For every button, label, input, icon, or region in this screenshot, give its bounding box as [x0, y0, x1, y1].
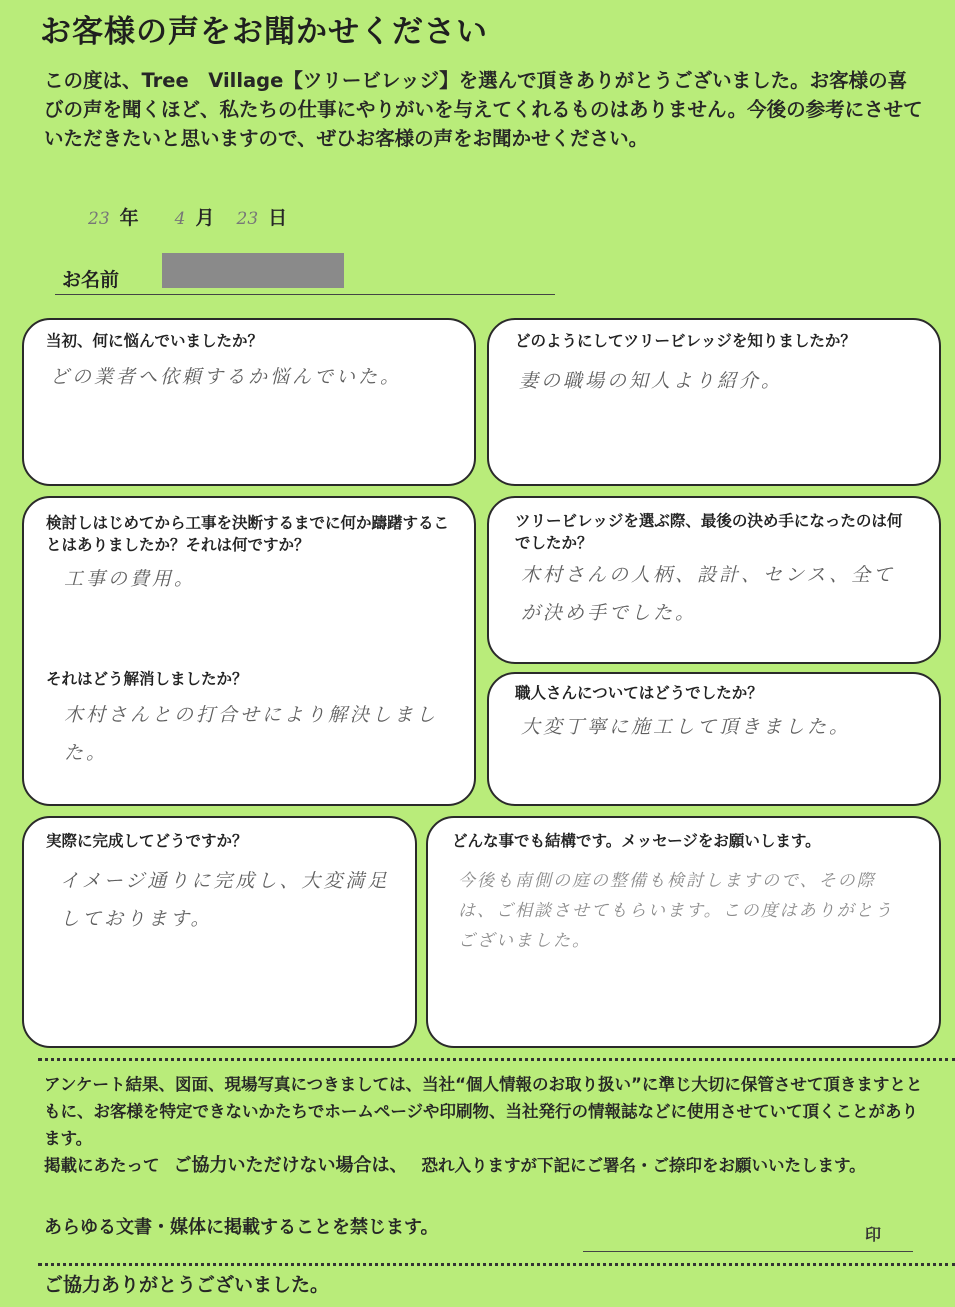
question-box-2 [487, 318, 941, 486]
page-title: お客様の声をお聞かせください [40, 14, 488, 50]
intro-text: この度は、Tree Village【ツリービレッジ】を選んで頂きありがとうございました。お客様の喜びの声を聞くほど、私たちの仕事にやりがいを与えてくれるものはありません。今後の参考にさせていただきたいと思いますので、ぜひお客様の声をお聞かせください。 [44, 69, 923, 150]
date-year: 23 [88, 209, 110, 229]
consent-notice-emphasis: ご協力いただけない場合は、 [173, 1155, 408, 1176]
signature-line [583, 1251, 913, 1252]
answer-2: 妻の職場の知人より紹介。 [519, 370, 784, 392]
date-day-label: 日 [268, 207, 288, 229]
question-box-7 [426, 816, 941, 1048]
consent-notice-request: 恐れ入りますが下記にご署名・ご捺印をお願いいたします。 [421, 1156, 866, 1175]
answer-5: 大変丁寧に施工して頂きました。 [521, 716, 852, 738]
question-4: ツリービレッジを選ぶ際、最後の決め手になったのは何でしたか？ [515, 512, 903, 552]
date-day: 23 [236, 209, 259, 229]
forbid-statement: あらゆる文書・媒体に掲載することを禁じます。 [44, 1217, 439, 1238]
question-box-6 [22, 816, 417, 1048]
question-box-5 [487, 672, 941, 806]
answer-6: イメージ通りに完成し、大変満足しております。 [60, 870, 390, 930]
name-label: お名前 [62, 269, 120, 291]
name-redaction [162, 253, 344, 288]
question-1: 当初、何に悩んでいましたか？ [46, 332, 264, 350]
consent-notice-lead: 掲載にあたって [44, 1156, 160, 1175]
answer-3: 工事の費用。 [64, 568, 197, 590]
consent-notice [44, 1152, 924, 1179]
question-box-1 [22, 318, 476, 486]
date-line [88, 203, 287, 230]
privacy-notice-text: アンケート結果、図面、現場写真につきましては、当社“個人情報のお取り扱い”に準じ大切に保管させて頂きますとともに、お客様を特定できないかたちでホームページや印刷物、当社発行の情報誌などに使用させていて頂くことがあります。 [44, 1075, 923, 1148]
name-underline [55, 294, 555, 295]
answer-7: 今後も南側の庭の整備も検討しますので、その際は、ご相談させてもらいます。この度はありがとうございました。 [458, 871, 894, 951]
question-3: 検討しはじめてから工事を決断するまでに何か躊躇することはありましたか？それは何ですか？ [46, 514, 450, 554]
dotted-divider-top [38, 1058, 955, 1061]
seal-mark: 印 [865, 1225, 882, 1244]
question-box-3 [22, 496, 476, 806]
question-6: 実際に完成してどうですか？ [46, 832, 248, 850]
date-year-label: 年 [119, 207, 139, 229]
question-3b: それはどう解消しましたか？ [46, 670, 248, 688]
date-month: 4 [174, 209, 186, 229]
question-5: 職人さんについてはどうでしたか？ [515, 684, 763, 702]
answer-1: どの業者へ依頼するか悩んでいた。 [50, 366, 403, 388]
answer-4: 木村さんの人柄、設計、センス、全てが決め手でした。 [521, 564, 896, 624]
privacy-notice [44, 1071, 924, 1179]
question-box-4 [487, 496, 941, 664]
date-month-label: 月 [195, 207, 215, 229]
dotted-divider-bottom [38, 1263, 955, 1266]
question-7: どんな事でも結構です。メッセージをお願いします。 [452, 832, 821, 850]
answer-3b: 木村さんとの打合せにより解決しました。 [64, 704, 439, 764]
thanks-message: ご協力ありがとうございました。 [44, 1274, 330, 1296]
question-2: どのようにしてツリービレッジを知りましたか？ [515, 332, 856, 350]
